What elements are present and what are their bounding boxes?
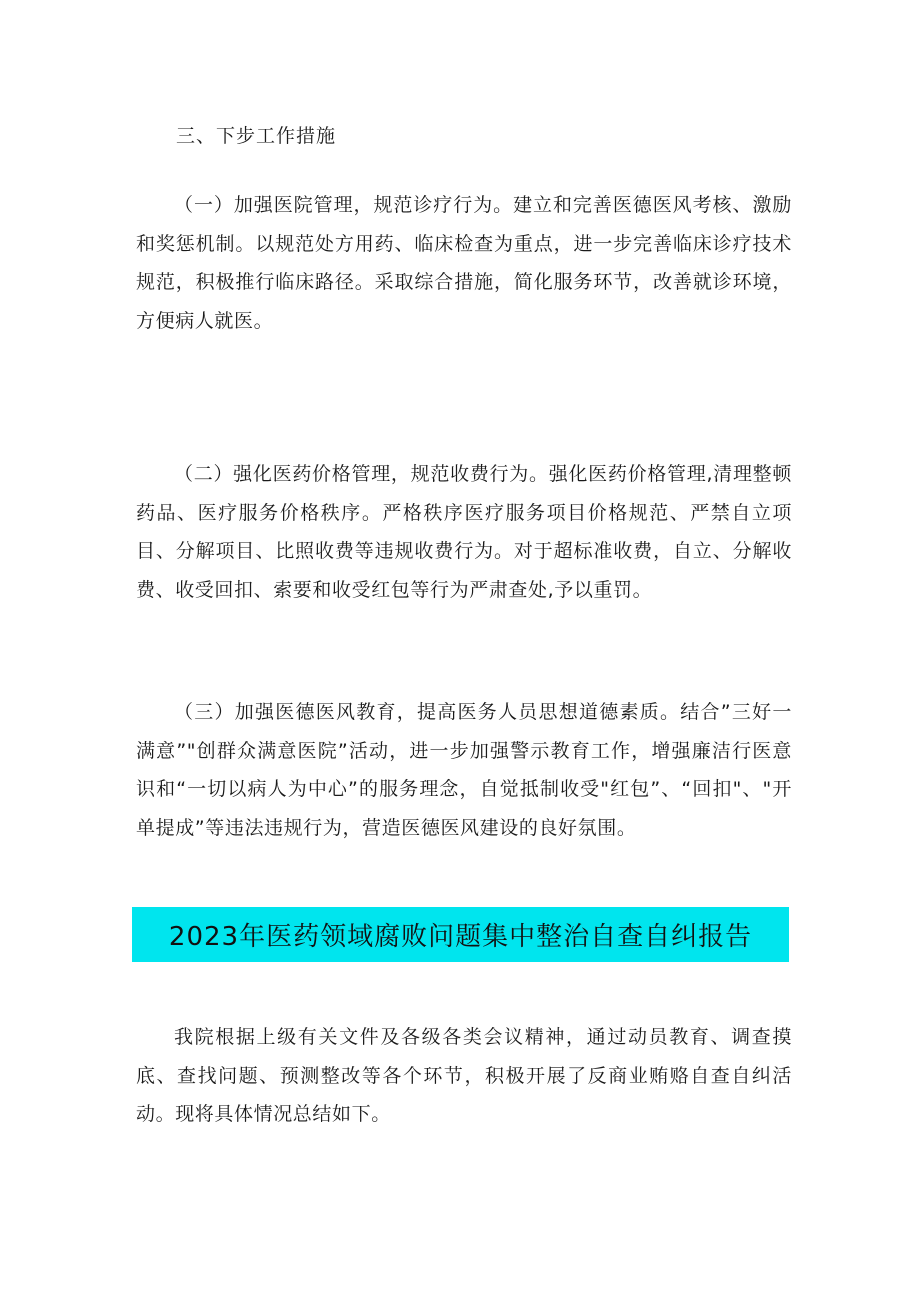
section-heading: 三、下步工作措施 [176, 125, 337, 147]
report-title-banner [132, 907, 789, 962]
paragraph-measure-3: （三）加强医德医风教育，提高医务人员思想道德素质。结合”三好一满意”"创群众满意医院”活动，进一步加强警示教育工作，增强廉洁行医意识和“一切以病人为中心”的服务理念，自觉抵制收受"红包”、“回扣"、"开单提成”等违法违规行为，营造医德医风建设的良好氛围。 [136, 701, 792, 839]
paragraph-measure-2: （二）强化医药价格管理，规范收费行为。强化医药价格管理,清理整顿药品、医疗服务价格秩序。严格秩序医疗服务项目价格规范、严禁自立项目、分解项目、比照收费等违规收费行为。对于超标准收费，自立、分解收费、收受回扣、索要和收受红包等行为严肃查处,予以重罚。 [136, 463, 792, 601]
report-intro-paragraph: 我院根据上级有关文件及各级各类会议精神，通过动员教育、调查摸底、查找问题、预测整改等各个环节，积极开展了反商业贿赂自查自纠活动。现将具体情况总结如下。 [136, 1026, 792, 1125]
paragraph-measure-1: （一）加强医院管理，规范诊疗行为。建立和完善医德医风考核、激励和奖惩机制。以规范处方用药、临床检查为重点，进一步完善临床诊疗技术规范，积极推行临床路径。采取综合措施，简化服务环节，改善就诊环境，方便病人就医。 [136, 194, 792, 332]
report-title: 2023年医药领域腐败问题集中整治自查自纠报告 [168, 922, 753, 952]
